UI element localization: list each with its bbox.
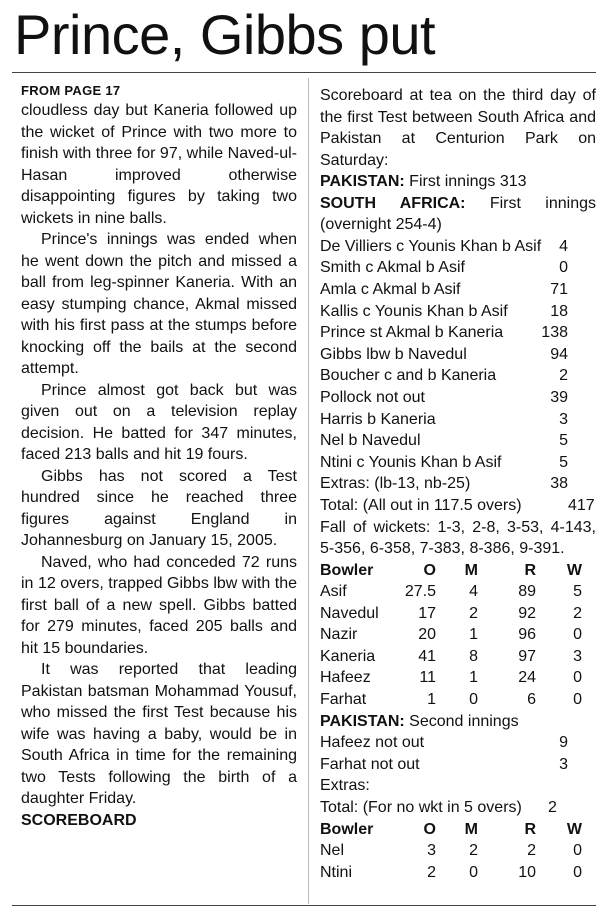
- runs: 3: [559, 755, 568, 773]
- extras-label: Extras:: [320, 777, 370, 795]
- pak-second-text: Second innings: [404, 712, 519, 730]
- bowler: Asif: [320, 583, 347, 601]
- batsman: Amla c Akmal b Asif: [320, 280, 461, 298]
- overs: 1: [427, 691, 436, 709]
- batsman: Hafeez not out: [320, 734, 425, 752]
- maidens: 8: [469, 647, 478, 665]
- sa-text: First innings (overnight 254-4): [320, 194, 596, 234]
- pak-label: PAKISTAN:: [320, 712, 405, 730]
- bowler: Ntini: [320, 863, 353, 881]
- runs: 5: [559, 432, 568, 450]
- runs: 94: [550, 345, 568, 363]
- total-runs: 2: [548, 799, 557, 817]
- overs: 11: [419, 669, 436, 687]
- maidens: 1: [469, 626, 478, 644]
- batting-row: [320, 409, 596, 431]
- batting-row: [320, 754, 596, 776]
- col-maidens: M: [464, 820, 478, 838]
- extras-row: [320, 775, 596, 797]
- bowler: Farhat: [320, 691, 367, 709]
- wickets: 0: [573, 626, 582, 644]
- batsman: Nel b Navedul: [320, 432, 421, 450]
- runs: 10: [518, 863, 536, 881]
- wickets: 0: [573, 669, 582, 687]
- scoreboard-intro: Scoreboard at tea on the third day of the first Test between South Africa and Pakistan at Centurion Park on Saturday:: [320, 87, 596, 169]
- batting-row: [320, 301, 596, 323]
- wickets: 5: [573, 583, 582, 601]
- runs: 38: [550, 475, 568, 493]
- runs: 97: [518, 647, 536, 665]
- runs: 2: [527, 842, 536, 860]
- runs: 39: [550, 388, 568, 406]
- bowler: Navedul: [320, 604, 379, 622]
- overs: 41: [418, 647, 436, 665]
- runs: 24: [518, 669, 536, 687]
- extras-label: Extras: (lb-13, nb-25): [320, 475, 471, 493]
- batsman: Pollock not out: [320, 388, 425, 406]
- article-paragraph: cloudless day but Kaneria followed up the wicket of Prince with two more to finish with three for 97, while Naved-ul-Hasan improved otherwise disappointing figures by taking two wickets in nine balls.: [21, 102, 297, 227]
- batting-row: [320, 257, 596, 279]
- article-paragraph: Naved, who had conceded 72 runs in 12 overs, trapped Gibbs lbw with the first ball of a new spell. Gibbs batted for 279 minutes, faced 205 balls and hit 15 boundaries.: [21, 553, 297, 657]
- batsman: Kallis c Younis Khan b Asif: [320, 302, 508, 320]
- scoreboard-heading: SCOREBOARD: [21, 811, 137, 829]
- extras-row: [320, 473, 596, 495]
- bowling-table-2: [320, 819, 596, 884]
- bottom-rule: [12, 905, 596, 906]
- batting-row: [320, 387, 596, 409]
- batsman: Farhat not out: [320, 755, 420, 773]
- batting-row: [320, 365, 596, 387]
- batsman: Prince st Akmal b Kaneria: [320, 324, 504, 342]
- runs: 18: [550, 302, 568, 320]
- batsman: Boucher c and b Kaneria: [320, 367, 497, 385]
- column-divider: [308, 78, 309, 904]
- col-wickets: W: [566, 820, 582, 838]
- pak-first-innings: [320, 171, 596, 193]
- bowling-row: [320, 689, 596, 711]
- col-bowler: Bowler: [320, 561, 374, 579]
- runs: 96: [518, 626, 536, 644]
- runs: 2: [559, 367, 568, 385]
- batting-row: [320, 430, 596, 452]
- sa-label: SOUTH AFRICA:: [320, 194, 466, 212]
- total-runs: 417: [568, 496, 595, 514]
- pak-label: PAKISTAN:: [320, 173, 405, 190]
- article-paragraph: Gibbs has not scored a Test hundred since he reached three figures against England in Johannesburg on January 15, 2005.: [21, 467, 297, 549]
- fall-of-wickets: Fall of wickets: 1-3, 2-8, 3-53, 4-143, 5-356, 6-358, 7-383, 8-386, 9-391.: [320, 518, 596, 557]
- col-wickets: W: [566, 561, 582, 579]
- bowler: Hafeez: [320, 669, 371, 687]
- maidens: 4: [469, 583, 478, 601]
- col-runs: R: [524, 561, 536, 579]
- maidens: 2: [469, 604, 478, 622]
- batsman: Smith c Akmal b Asif: [320, 259, 465, 277]
- overs: 2: [427, 863, 436, 881]
- pak-second-innings: [320, 711, 596, 733]
- batting-row: [320, 236, 596, 258]
- bowling-row: [320, 862, 596, 884]
- batsman: Ntini c Younis Khan b Asif: [320, 453, 502, 471]
- batting-row: [320, 452, 596, 474]
- bowler: Nazir: [320, 626, 358, 644]
- runs: 5: [559, 453, 568, 471]
- overs: 3: [427, 842, 436, 860]
- bowling-row: [320, 603, 596, 625]
- article-column: [21, 82, 297, 831]
- total-label: Total: (For no wkt in 5 overs): [320, 799, 522, 817]
- batsman: Gibbs lbw b Navedul: [320, 345, 467, 363]
- runs: 0: [559, 259, 568, 277]
- overs: 17: [418, 604, 436, 622]
- bowler: Kaneria: [320, 647, 376, 665]
- wickets: 0: [573, 691, 582, 709]
- wickets: 2: [573, 604, 582, 622]
- bowling-row: [320, 581, 596, 603]
- scoreboard-column: [320, 85, 596, 883]
- col-overs: O: [423, 561, 436, 579]
- batting-list: [320, 236, 596, 517]
- bowling-header-row: [320, 560, 596, 582]
- runs: 89: [518, 583, 536, 601]
- article-paragraph: Prince's innings was ended when he went down the pitch and missed a ball from leg-spinner Kaneria. With an easy stumping chance, Akmal missed with his first pass at the stumps before knocking off the bails at the second attempt.: [21, 231, 297, 377]
- runs: 3: [559, 410, 568, 428]
- sa-first-innings: [320, 193, 596, 236]
- runs: 9: [559, 734, 568, 752]
- runs: 92: [518, 604, 536, 622]
- overs: 20: [418, 626, 436, 644]
- headline-rule: [12, 72, 596, 73]
- second-batting-list: [320, 732, 596, 818]
- total-label: Total: (All out in 117.5 overs): [320, 496, 522, 514]
- total-row: [320, 797, 596, 819]
- batting-row: [320, 732, 596, 754]
- col-bowler: Bowler: [320, 820, 374, 838]
- runs: 138: [541, 324, 568, 342]
- article-paragraph: Prince almost got back but was given out on a television replay decision. He batted for 347 minutes, faced 213 balls and hit 19 fours.: [21, 381, 297, 463]
- bowling-header-row: [320, 819, 596, 841]
- bowling-row: [320, 624, 596, 646]
- wickets: 0: [573, 863, 582, 881]
- runs: 71: [550, 280, 568, 298]
- maidens: 0: [469, 691, 478, 709]
- batting-row: [320, 344, 596, 366]
- runs: 4: [559, 237, 568, 255]
- bowler: Nel: [320, 842, 345, 860]
- total-row: [320, 495, 596, 517]
- runs: 6: [527, 691, 536, 709]
- bowling-row: [320, 646, 596, 668]
- col-runs: R: [524, 820, 536, 838]
- from-page-label: FROM PAGE 17: [21, 83, 121, 98]
- bowling-row: [320, 840, 596, 862]
- pak-first-text: First innings 313: [404, 173, 527, 190]
- maidens: 1: [469, 669, 478, 687]
- col-overs: O: [423, 820, 436, 838]
- maidens: 0: [469, 863, 478, 881]
- headline: Prince, Gibbs put: [14, 3, 436, 66]
- wickets: 0: [573, 842, 582, 860]
- batting-row: [320, 279, 596, 301]
- bowling-table: [320, 560, 596, 711]
- batting-row: [320, 322, 596, 344]
- col-maidens: M: [464, 561, 478, 579]
- wickets: 3: [573, 647, 582, 665]
- batsman: Harris b Kaneria: [320, 410, 436, 428]
- batsman: De Villiers c Younis Khan b Asif: [320, 237, 542, 255]
- bowling-row: [320, 667, 596, 689]
- maidens: 2: [469, 842, 478, 860]
- overs: 27.5: [404, 583, 436, 601]
- article-paragraph: It was reported that leading Pakistan batsman Mohammad Yousuf, who missed the first Test because his wife was having a baby, would be in South Africa in time for the remaining two Tests following the birth of a daughter Friday.: [21, 661, 297, 807]
